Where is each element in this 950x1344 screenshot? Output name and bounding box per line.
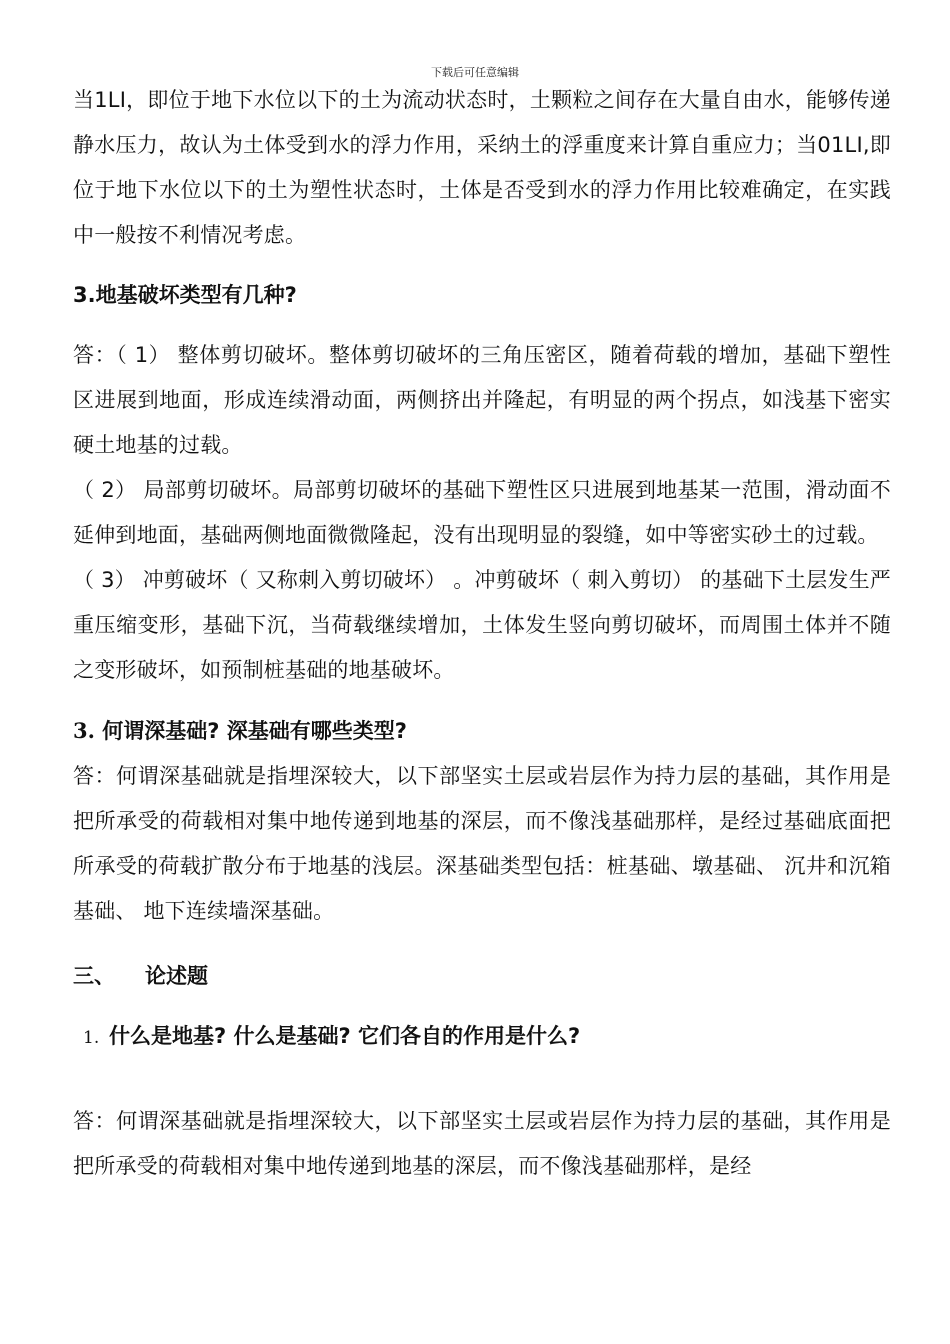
section-3-heading xyxy=(73,954,891,999)
question-4-heading xyxy=(73,708,891,754)
spacer xyxy=(73,693,891,708)
spacer xyxy=(73,999,891,1014)
question-3-title: 3.地基破坏类型有几种? xyxy=(73,283,297,307)
spacer xyxy=(73,934,891,954)
section-3-number: 三、 xyxy=(73,964,115,988)
document-content xyxy=(73,78,891,1189)
discussion-1-title: 什么是地基? 什么是基础? 它们各自的作用是什么? xyxy=(109,1024,581,1048)
discussion-1-answer: 答：何谓深基础就是指埋深较大，以下部坚实土层或岩层作为持力层的基础，其作用是把所承受的荷载相对集中地传递到地基的深层，而不像浅基础那样，是经 xyxy=(73,1109,891,1178)
answer-3-part-3: （ 3） 冲剪破坏（ 又称刺入剪切破坏） 。冲剪破坏（ 刺入剪切） 的基础下土层发生严重压缩变形，基础下沉，当荷载继续增加，土体发生竖向剪切破坏，而周围土体并不随之变形破坏，如预制桩基础的地基破坏。 xyxy=(73,568,892,682)
question-4-number: 3. xyxy=(73,718,95,743)
spacer xyxy=(73,318,891,333)
paragraph-intro: 当1LI，即位于地下水位以下的土为流动状态时，土颗粒之间存在大量自由水，能够传递静水压力，故认为土体受到水的浮力作用，采纳土的浮重度来计算自重应力；当01LI,即位于地下水位以下的土为塑性状态时，土体是否受到水的浮力作用比较难确定，在实践中一般按不利情况考虑。 xyxy=(73,88,891,247)
answer-3-part-1: 答：（ 1） 整体剪切破坏。整体剪切破坏的三角压密区，随着荷载的增加，基础下塑性区进展到地面，形成连续滑动面，两侧挤出并隆起，有明显的两个拐点，如浅基下密实硬土地基的过载。 xyxy=(73,343,891,457)
spacer xyxy=(73,258,891,273)
discussion-1-number: 1. xyxy=(83,1028,100,1048)
discussion-1-heading xyxy=(73,1014,891,1061)
answer-3-part-2: （ 2） 局部剪切破坏。局部剪切破坏的基础下塑性区只进展到地基某一范围，滑动面不延伸到地面，基础两侧地面微微隆起，没有出现明显的裂缝，如中等密实砂土的过载。 xyxy=(73,478,891,547)
section-3-title: 论述题 xyxy=(145,964,208,988)
spacer xyxy=(73,1061,891,1099)
page-header-note: 下载后可任意编辑 xyxy=(431,66,519,79)
answer-4: 答：何谓深基础就是指埋深较大，以下部坚实土层或岩层作为持力层的基础，其作用是把所承受的荷载相对集中地传递到地基的深层，而不像浅基础那样，是经过基础底面把所承受的荷载扩散分布于地基的浅层。深基础类型包括：桩基础、墩基础、 沉井和沉箱基础、 地下连续墙深基础。 xyxy=(73,764,891,923)
question-4-title: 何谓深基础? 深基础有哪些类型? xyxy=(102,719,407,743)
